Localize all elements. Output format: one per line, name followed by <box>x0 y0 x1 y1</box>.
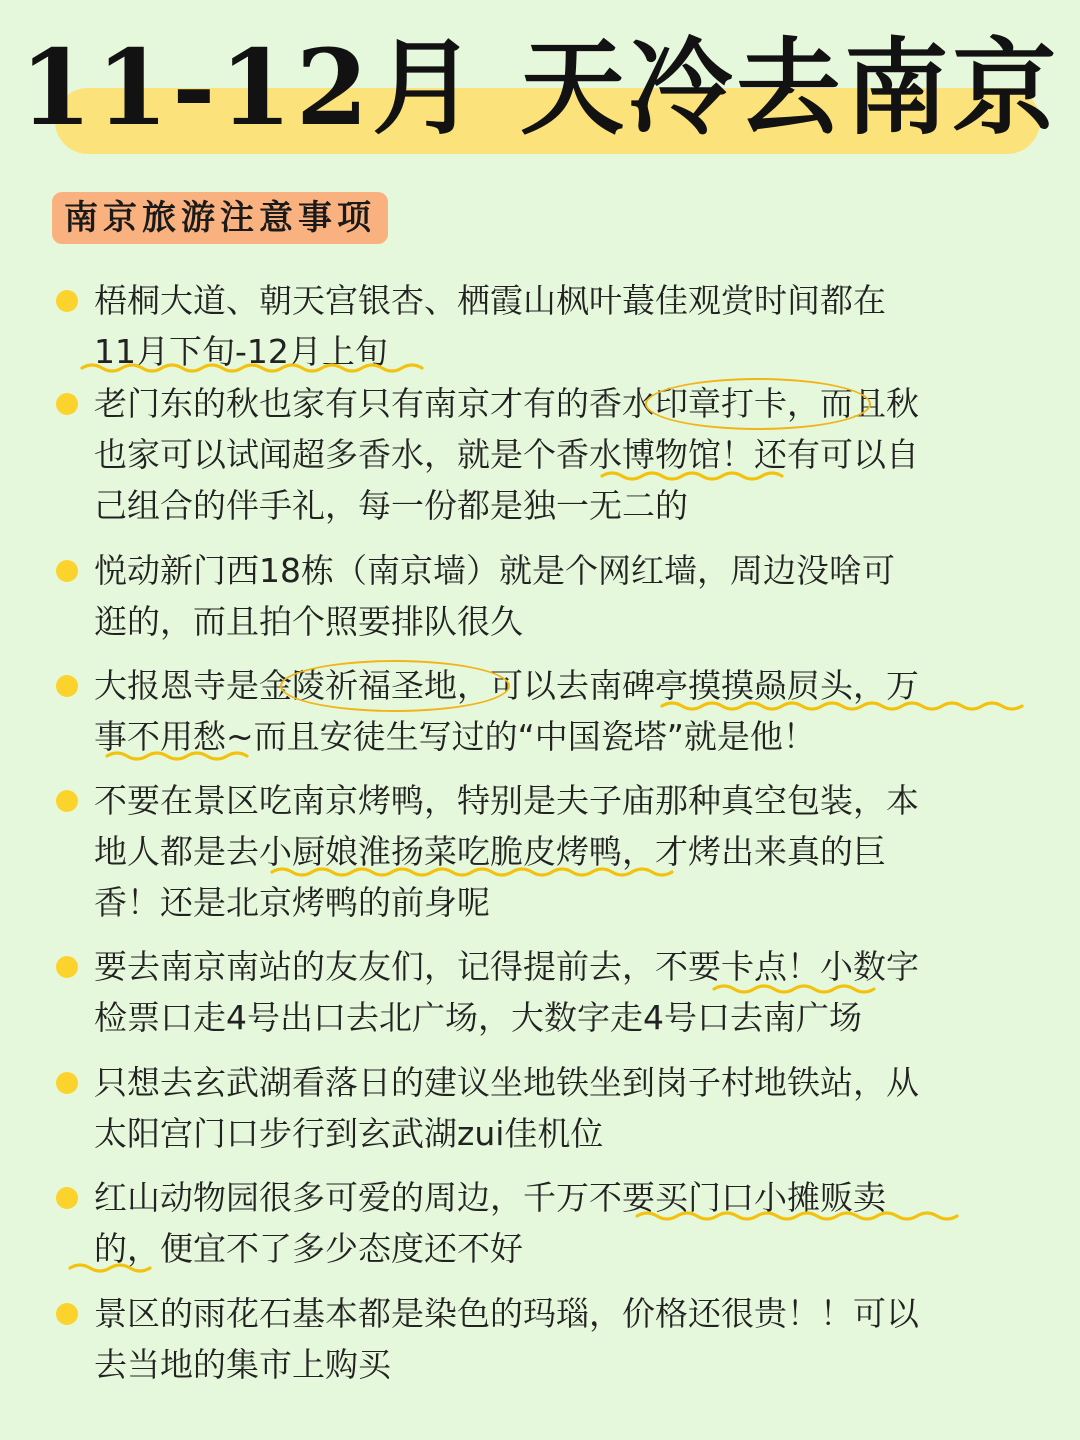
highlight-underline <box>105 750 255 762</box>
list-item <box>52 775 1027 928</box>
bullet-icon <box>56 1187 78 1209</box>
tip-text: 悦动新门西18栋（南京墙）就是个网红墙，周边没啥可 逛的，而且拍个照要排队很久 <box>94 551 895 641</box>
tip-text: 只想去玄武湖看落日的建议坐地铁坐到岗子村地铁站，从 太阳宫门口步行到玄武湖zui佳机位 <box>94 1063 919 1153</box>
tip-text: 梧桐大道、朝天宫银杏、栖霞山枫叶蕞佳观赏时间都在 11月下旬-12月上旬 <box>94 281 886 371</box>
bullet-icon <box>56 560 78 582</box>
highlight-circle <box>645 378 871 430</box>
highlight-circle <box>280 660 510 712</box>
tip-text: 要去南京南站的友友们，记得提前去，不要卡点！小数字 检票口走4号出口去北广场，大数字走4号口去南广场 <box>94 947 919 1037</box>
section-tag: 南京旅游注意事项 <box>52 192 388 244</box>
highlight-underline <box>600 470 800 482</box>
list-item <box>52 1172 1027 1274</box>
tip-text: 大报恩寺是金陵祈福圣地，可以去南碑亭摸摸赑屃头，万 事不用愁~而且安徒生写过的“中国瓷塔”就是他！ <box>94 666 919 756</box>
highlight-underline <box>68 1262 158 1274</box>
bullet-icon <box>56 1303 78 1325</box>
bullet-icon <box>56 956 78 978</box>
bullet-icon <box>56 290 78 312</box>
highlight-underline <box>635 1210 970 1222</box>
highlight-underline <box>270 866 690 878</box>
tip-text: 景区的雨花石基本都是染色的玛瑙，价格还很贵！！可以 去当地的集市上购买 <box>94 1294 919 1384</box>
tip-text: 不要在景区吃南京烤鸭，特别是夫子庙那种真空包装，本 地人都是去小厨娘淮扬菜吃脆皮烤鸭，才烤出来真的巨 香！还是北京烤鸭的前身呢 <box>94 781 919 922</box>
highlight-underline <box>712 983 882 995</box>
list-item <box>52 545 1027 647</box>
list-item <box>52 378 1027 531</box>
list-item <box>52 1057 1027 1159</box>
page-title: 11-12月 天冷去南京 <box>19 26 1061 149</box>
bullet-icon <box>56 675 78 697</box>
bullet-icon <box>56 1072 78 1094</box>
bullet-icon <box>56 790 78 812</box>
bullet-icon <box>56 393 78 415</box>
highlight-underline <box>660 700 1030 712</box>
highlight-underline <box>80 362 420 374</box>
tip-text: 老门东的秋也家有只有南京才有的香水印章打卡，而且秋 也家可以试闻超多香水，就是个香水博物馆！还有可以自 己组合的伴手礼，每一份都是独一无二的 <box>94 384 919 525</box>
list-item <box>52 1288 1027 1390</box>
tip-text: 红山动物园很多可爱的周边，千万不要买门口小摊贩卖 的，便宜不了多少态度还不好 <box>94 1178 886 1268</box>
